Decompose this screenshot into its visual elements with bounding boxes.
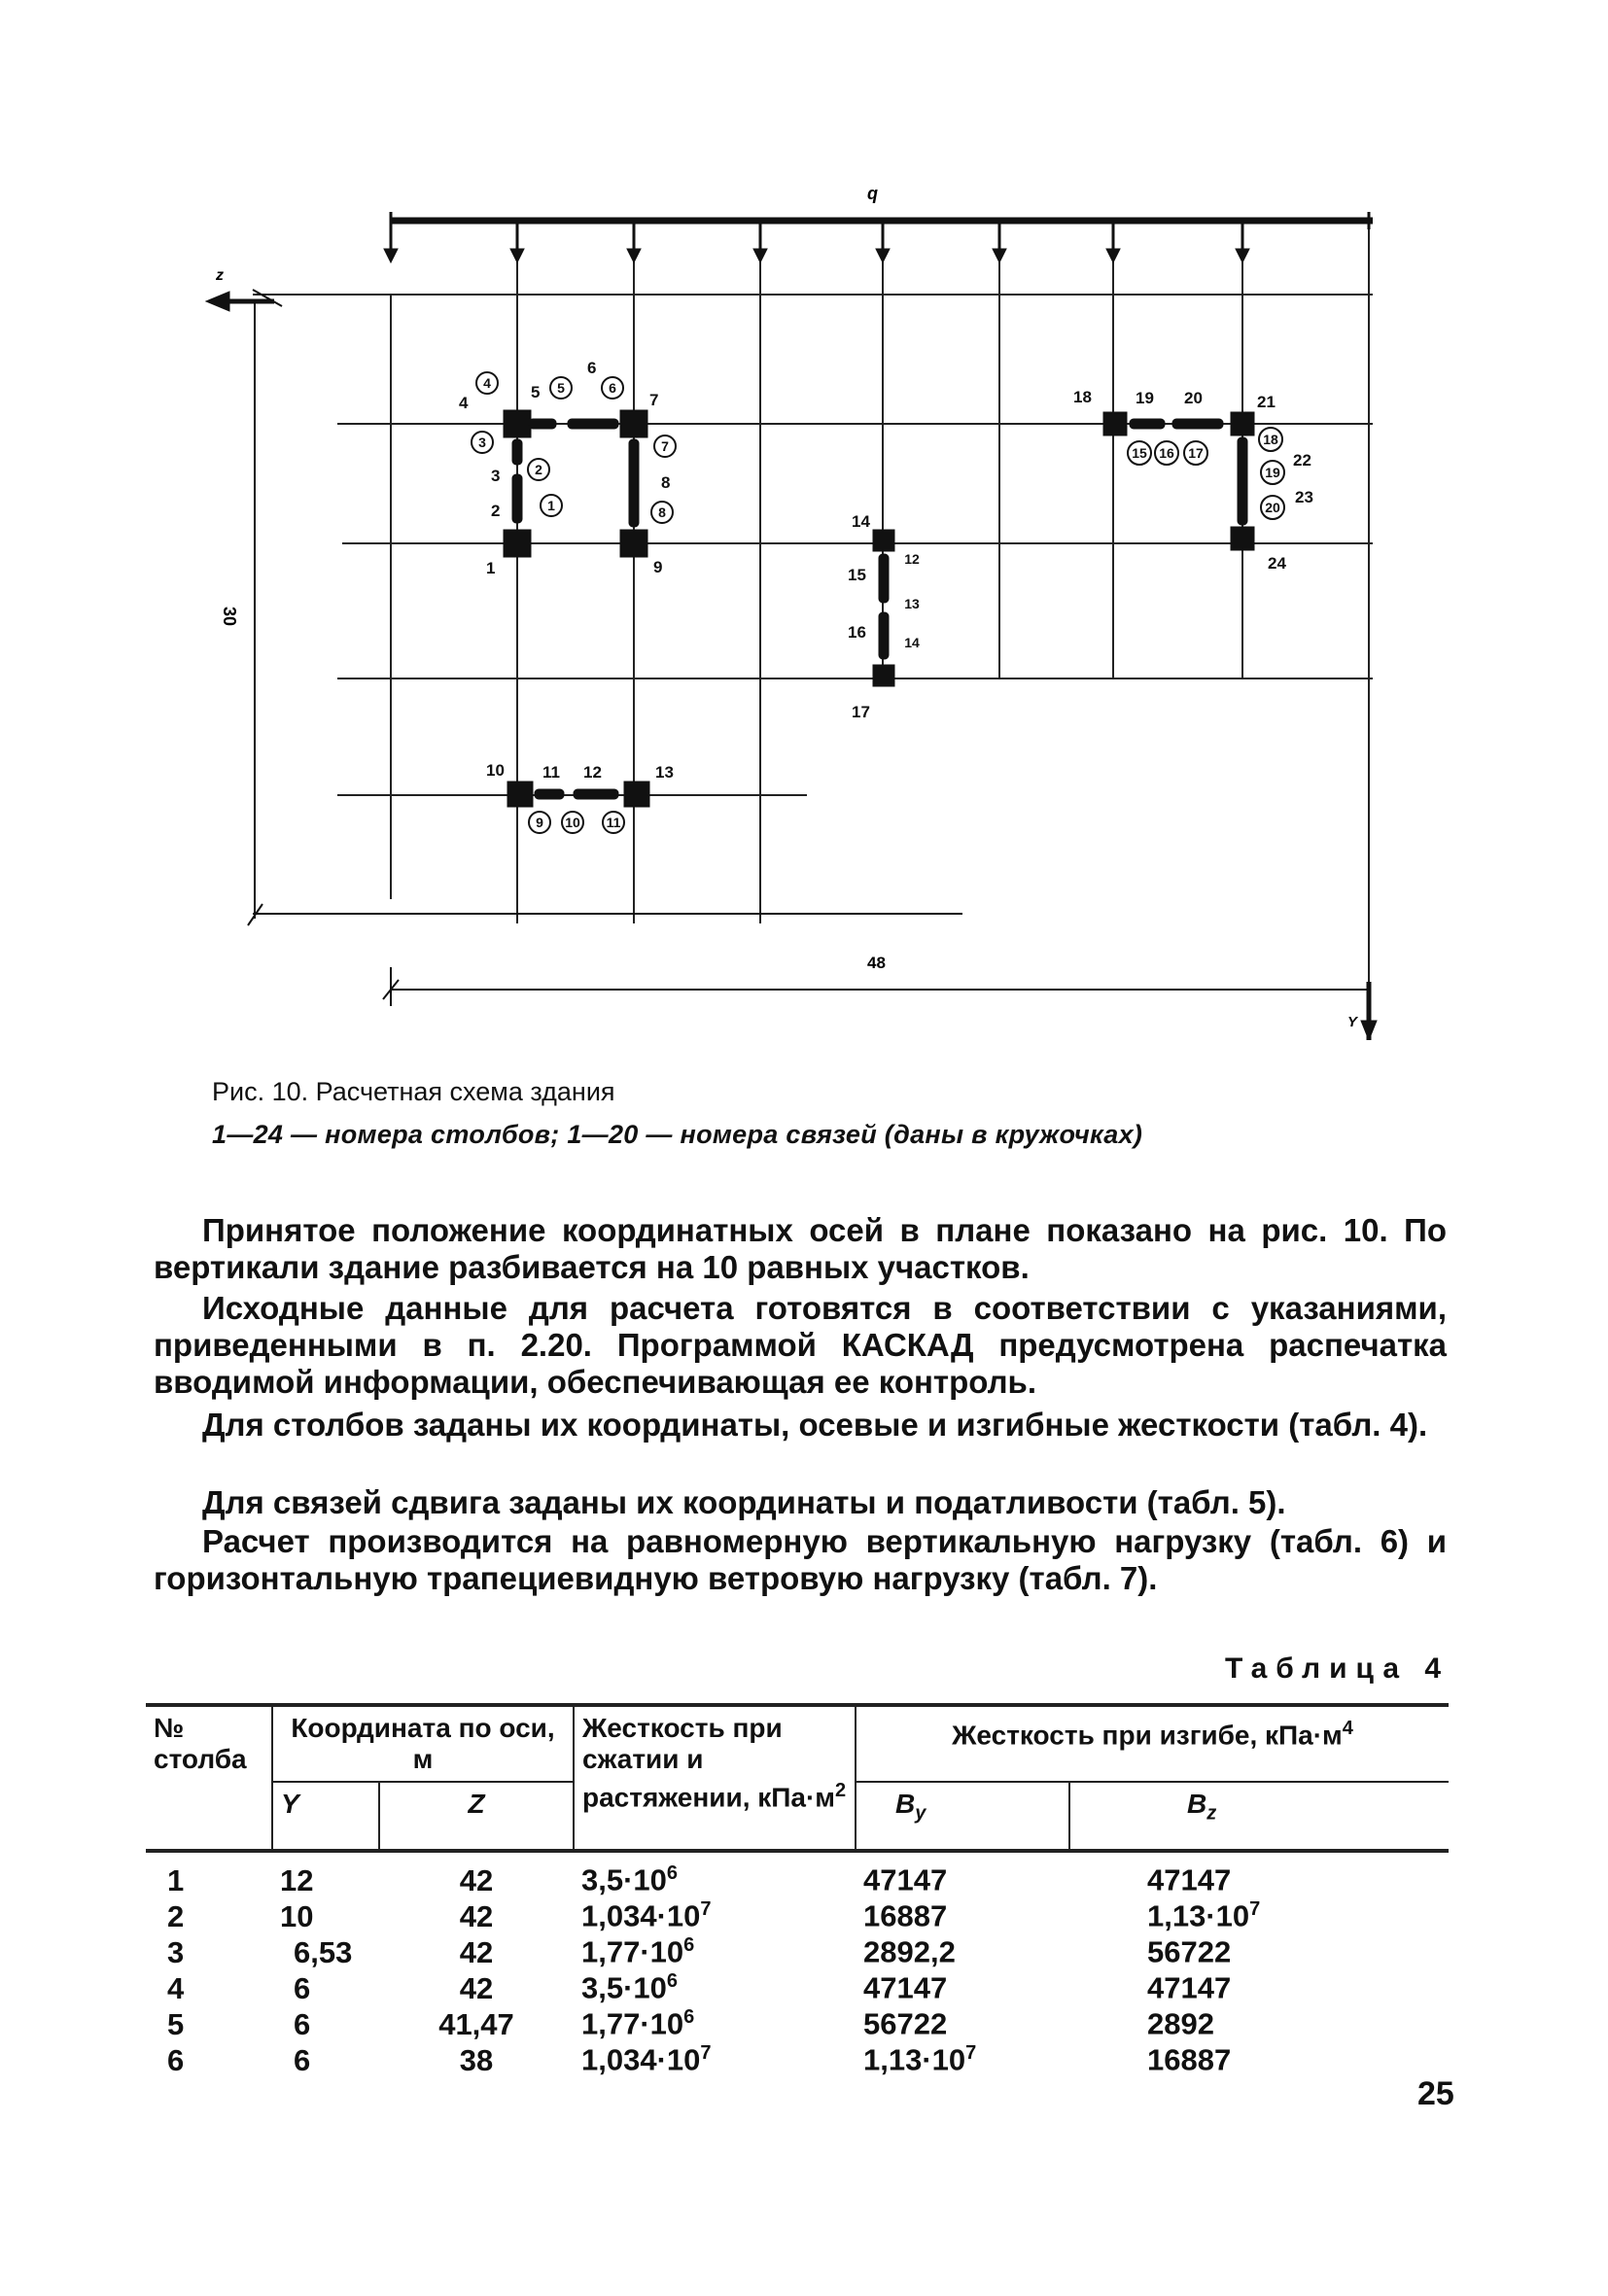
svg-text:9: 9 — [653, 558, 663, 576]
svg-text:10: 10 — [486, 761, 505, 780]
svg-text:12: 12 — [904, 551, 920, 567]
figure-caption-title: Рис. 10. Расчетная схема здания — [212, 1077, 615, 1106]
page-number: 25 — [1417, 2075, 1454, 2112]
load-label: q — [867, 184, 878, 203]
svg-text:22: 22 — [1293, 451, 1311, 470]
cell-bz — [1069, 2042, 1449, 2078]
cell-axial-mantissa: 1,034·10 — [581, 2042, 701, 2077]
axis-y-label: Y — [1347, 1014, 1358, 1030]
header-bending-exp: 4 — [1342, 1718, 1353, 1739]
building-schema-figure — [194, 165, 1400, 1040]
cell-bz-mantissa: 2892 — [1147, 2006, 1214, 2041]
svg-text:17: 17 — [1188, 445, 1204, 461]
cell-axial-mantissa: 3,5·10 — [581, 1862, 667, 1897]
cell-axial-mantissa: 3,5·10 — [581, 1970, 667, 2005]
cell-bz — [1069, 1851, 1449, 1898]
header-by-sub: y — [915, 1802, 926, 1825]
svg-text:20: 20 — [1184, 389, 1203, 407]
cell-axial-mantissa: 1,034·10 — [581, 1898, 701, 1933]
cell-bz-mantissa: 1,13·10 — [1147, 1898, 1250, 1933]
svg-text:17: 17 — [852, 703, 870, 721]
axis-z-label: z — [216, 267, 224, 284]
cell-bz — [1069, 1970, 1449, 2006]
cell-by-mantissa: 1,13·10 — [863, 2042, 966, 2077]
cell-bz — [1069, 1898, 1449, 1934]
svg-text:5: 5 — [557, 380, 565, 396]
svg-text:8: 8 — [658, 504, 666, 520]
cell-y: 6 — [294, 1970, 311, 2005]
header-axial-text: Жесткость при сжатии и растяжении, кПа·м — [582, 1713, 835, 1813]
svg-text:1: 1 — [486, 559, 496, 577]
cell-z: 42 — [459, 1934, 494, 1969]
cell-bz — [1069, 1934, 1449, 1970]
cell-bz-mantissa: 56722 — [1147, 1934, 1232, 1969]
cell-number: 4 — [167, 1970, 185, 2005]
cell-number: 3 — [167, 1934, 185, 1969]
dim-width-label: 48 — [867, 954, 886, 972]
cell-axial — [574, 1934, 856, 1970]
svg-text:13: 13 — [904, 596, 920, 611]
svg-text:9: 9 — [536, 815, 543, 830]
cell-by — [856, 1970, 1069, 2006]
paragraph-5: Расчет производится на равномерную вертикальную нагрузку (табл. 6) и горизонтальную трапециевидную ветровую нагрузку (табл. 7). — [154, 1523, 1447, 1596]
cell-number: 6 — [167, 2042, 185, 2077]
svg-text:20: 20 — [1265, 500, 1280, 515]
svg-text:14: 14 — [904, 635, 920, 650]
table-row — [146, 1970, 1449, 2006]
svg-text:23: 23 — [1295, 488, 1313, 506]
cell-y: 6 — [294, 2042, 311, 2077]
svg-text:10: 10 — [565, 815, 580, 830]
svg-text:6: 6 — [587, 359, 597, 377]
cell-axial-mantissa: 1,77·10 — [581, 1934, 684, 1969]
svg-text:8: 8 — [661, 473, 671, 492]
header-coord-y: Y — [272, 1782, 379, 1851]
cell-by-mantissa: 47147 — [863, 1862, 948, 1897]
cell-by-mantissa: 47147 — [863, 1970, 948, 2005]
cell-axial — [574, 2006, 856, 2042]
cell-z: 42 — [459, 1862, 494, 1897]
svg-text:6: 6 — [609, 380, 616, 396]
cell-axial-exp: 6 — [683, 2006, 695, 2029]
table-row — [146, 1898, 1449, 1934]
svg-text:12: 12 — [583, 763, 602, 782]
svg-text:1: 1 — [547, 498, 555, 513]
cell-axial-exp: 6 — [666, 1970, 679, 1993]
svg-text:3: 3 — [491, 467, 501, 485]
svg-text:18: 18 — [1263, 432, 1278, 447]
cell-y: 12 — [280, 1862, 314, 1897]
paragraph-1: Принятое положение координатных осей в плане показано на рис. 10. По вертикали здание разбивается на 10 равных участков. — [154, 1212, 1447, 1285]
cell-axial — [574, 1970, 856, 2006]
svg-text:13: 13 — [655, 763, 674, 782]
svg-text:4: 4 — [483, 375, 491, 391]
axis-z — [206, 290, 282, 311]
svg-text:5: 5 — [531, 383, 541, 401]
cell-bz-mantissa: 47147 — [1147, 1862, 1232, 1897]
header-column-number: № столба — [146, 1705, 272, 1851]
svg-text:14: 14 — [852, 512, 870, 531]
cell-bz — [1069, 2006, 1449, 2042]
table-row — [146, 1934, 1449, 1970]
svg-text:2: 2 — [535, 462, 542, 477]
cell-bz-mantissa: 16887 — [1147, 2042, 1232, 2077]
header-bending-text: Жесткость при изгибе, кПа·м — [952, 1720, 1343, 1751]
cell-by-exp: 7 — [965, 2042, 977, 2065]
cell-by — [856, 1898, 1069, 1934]
cell-axial — [574, 2042, 856, 2078]
cell-y: 6,53 — [294, 1934, 353, 1969]
cell-axial-exp: 6 — [683, 1934, 695, 1957]
cell-axial-exp: 7 — [700, 1898, 712, 1921]
header-by-base: B — [895, 1789, 916, 1819]
cell-axial — [574, 1851, 856, 1898]
table-row — [146, 1851, 1449, 1898]
header-axial-stiffness — [574, 1705, 856, 1851]
paragraph-3: Для столбов заданы их координаты, осевые и изгибные жесткости (табл. 4). — [202, 1407, 1428, 1443]
svg-text:16: 16 — [848, 623, 866, 642]
cell-axial-exp: 7 — [700, 2042, 712, 2065]
cell-z: 42 — [459, 1898, 494, 1933]
cell-axial — [574, 1898, 856, 1934]
svg-text:19: 19 — [1265, 465, 1280, 480]
svg-text:4: 4 — [459, 394, 469, 412]
cell-by — [856, 1934, 1069, 1970]
table-label: Таблица 4 — [1225, 1652, 1451, 1685]
cell-by-mantissa: 16887 — [863, 1898, 948, 1933]
svg-text:11: 11 — [542, 763, 560, 782]
figure-caption-legend: 1—24 — номера столбов; 1—20 — номера связей (даны в кружочках) — [212, 1120, 1143, 1149]
cell-z: 42 — [459, 1970, 494, 2005]
header-bz-base: B — [1187, 1789, 1207, 1819]
svg-text:18: 18 — [1073, 388, 1092, 406]
header-coordinate: Координата по оси, м — [272, 1705, 574, 1782]
cell-z: 38 — [459, 2042, 494, 2077]
cell-y: 10 — [280, 1898, 314, 1933]
table-row — [146, 2042, 1449, 2078]
header-bending-stiffness — [856, 1705, 1449, 1782]
structural-members — [504, 410, 1254, 807]
svg-text:2: 2 — [491, 502, 501, 520]
load-beam — [384, 212, 1373, 262]
svg-text:3: 3 — [478, 435, 486, 450]
cell-number: 1 — [167, 1862, 185, 1897]
cell-by — [856, 1851, 1069, 1898]
header-bz-sub: z — [1206, 1802, 1217, 1825]
svg-text:7: 7 — [661, 438, 669, 454]
dim-height-label: 30 — [220, 607, 239, 627]
grid-lines — [253, 226, 1373, 1021]
header-coord-z: Z — [379, 1782, 574, 1851]
table-row — [146, 2006, 1449, 2042]
paragraph-4: Для связей сдвига заданы их координаты и податливости (табл. 5). — [202, 1484, 1286, 1520]
svg-text:16: 16 — [1159, 445, 1174, 461]
stiffness-table — [146, 1703, 1449, 2078]
cell-axial-mantissa: 1,77·10 — [581, 2006, 684, 2041]
svg-text:19: 19 — [1136, 389, 1154, 407]
svg-text:24: 24 — [1268, 554, 1286, 573]
svg-text:11: 11 — [606, 815, 621, 830]
cell-number: 2 — [167, 1898, 185, 1933]
svg-text:15: 15 — [1132, 445, 1147, 461]
svg-text:21: 21 — [1257, 393, 1276, 411]
header-bz — [1069, 1782, 1449, 1851]
cell-bz-exp: 7 — [1249, 1898, 1261, 1921]
paragraph-2: Исходные данные для расчета готовятся в соответствии с указаниями, приведенными в п. 2.20. Программой КАСКАД предусмотрена распечатка вводимой информации, обеспечивающая ее контроль. — [154, 1290, 1447, 1400]
cell-number: 5 — [167, 2006, 185, 2041]
header-by — [856, 1782, 1069, 1851]
cell-axial-exp: 6 — [666, 1862, 679, 1885]
cell-y: 6 — [294, 2006, 311, 2041]
cell-z: 41,47 — [438, 2006, 514, 2041]
header-axial-exp: 2 — [835, 1780, 847, 1801]
svg-text:15: 15 — [848, 566, 866, 584]
cell-by — [856, 2042, 1069, 2078]
cell-by-mantissa: 56722 — [863, 2006, 948, 2041]
cell-bz-mantissa: 47147 — [1147, 1970, 1232, 2005]
cell-by — [856, 2006, 1069, 2042]
svg-text:7: 7 — [649, 391, 659, 409]
cell-by-mantissa: 2892,2 — [863, 1934, 956, 1969]
